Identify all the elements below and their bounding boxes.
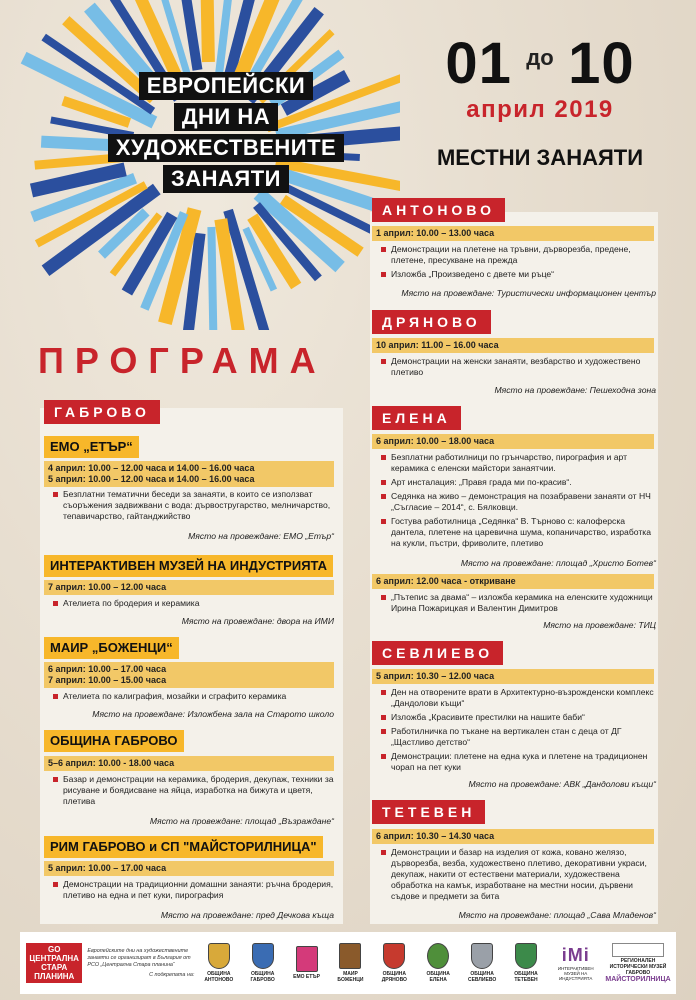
program-title: ПРОГРАМА [38,340,327,381]
sevlievo-list [380,687,656,776]
title-line: ЕВРОПЕЙСКИ [139,72,313,100]
list-item: Демонстрации на плетене на тръвни, дърворезба, предене, плетене, пресукване на прежда [380,244,656,266]
date-line: 6 април: 10.00 – 17.00 часа [48,664,167,674]
rim-label: РЕГИОНАЛЕН ИСТОРИЧЕСКИ МУЗЕЙ ГАБРОВО [609,958,667,976]
etar-list [52,489,334,525]
burst-ray [207,0,208,62]
date-bar [44,461,334,487]
organizer-note: Европейските дни на художествените занаяти се организират в България от РСО „Централна Стара планина“ [87,947,191,968]
date-bar [44,580,334,595]
date-bar [372,669,654,684]
place-sevlievo: Място на провеждане: АВК „Дандолови къщи“ [468,779,656,789]
list-item: Демонстрации на женски занаяти, везбарство и художествено плетиво [380,356,656,378]
list-item: Демонстрации и базар на изделия от кожа, ковано желязо, дърворезба, везба, художествено плетиво, декоративни украси, декупаж, накити от естествени материали, художествена обработка на камък, изработване на местни носии, дървени съдове и предмети за бита [380,847,656,902]
date-line: 5 април: 10.00 – 12.00 часа и 14.00 – 16.00 часа [48,474,255,484]
month-year: април 2019 [466,96,614,123]
partner-logo [463,943,502,983]
central-stara-planina-logo: GO ЦЕНТРАЛНА СТАРА ПЛАНИНА [26,943,82,983]
partner-name: МАИР БОЖЕНЦИ [337,971,364,983]
list-item: „Пътепис за двама“ – изложба керамика на еленските художници Ирина Пожарицкая и Валентин Димитров [380,592,656,614]
date-bar [44,861,334,876]
list-item: Работилничка по тъкане на вертикален стан с деца от ДГ „Щастливо детство“ [380,726,656,748]
crest-icon [208,943,230,969]
city-heading-dryanovo: ДРЯНОВО [372,310,491,334]
city-heading-antonovo: АНТОНОВО [372,198,505,222]
list-item: Демонстрации на традиционни домашни занаяти: ръчна бродерия, плетиво на една и пет куки, пирография [52,879,334,901]
city-heading-teteven: ТЕТЕВЕН [372,800,485,824]
list-item: Ден на отворените врати в Архитектурно-възрожденски комплекс „Дандолови къщи“ [380,687,656,709]
list-item: Безплатни тематични беседи за занаяти, в които се използват съоръжения задвижвани с вода: дървостругарство, мелничарство, тепавичарство, гайтанджийство [52,489,334,522]
partner-name: ЕМО ЕТЪР [293,974,320,980]
partner-name: ОБЩИНА ГАБРОВО [250,971,275,983]
sponsor-footer [20,932,676,994]
list-item: Ателиета по калиграфия, мозайки и сграфито керамика [52,691,334,702]
date-bar [372,338,654,353]
title-line: ЗАНАЯТИ [163,165,289,193]
subtitle: МЕСТНИ ЗАНАЯТИ [436,145,644,170]
date-line: 4 април: 10.00 – 12.00 часа и 14.00 – 16.00 часа [48,463,255,473]
date-bar [372,574,654,589]
crest-icon [252,943,274,969]
date-line: 6 април: 10.30 – 14.30 часа [376,831,495,841]
support-label: С подкрепата на: [149,971,195,978]
partner-logo [199,943,238,983]
partner-logo [243,943,282,983]
list-item: Безплатни работилници по грънчарство, пирография и арт керамика с еленски майстори занаятчии. [380,452,656,474]
crest-icon [427,943,449,969]
place-imi: Място на провеждане: двора на ИМИ [181,616,334,626]
date-line: 7 април: 10.00 – 15.00 часа [48,675,167,685]
date-line: 6 април: 12.00 часа - откриване [376,576,516,586]
partner-name: ОБЩИНА ДРЯНОВО [381,971,407,983]
date-bar [372,829,654,844]
date-line: 5 април: 10.30 – 12.00 часа [376,671,495,681]
venue-etar: ЕМО „ЕТЪР“ [44,436,139,458]
bozhentsi-list [52,691,334,705]
date-line: 5–6 април: 10.00 - 18.00 часа [48,758,175,768]
partner-logo [507,943,546,983]
place-etar: Място на провеждане: ЕМО „Етър“ [188,531,334,541]
place-rim: Място на провеждане: пред Дечкова къща [160,910,334,920]
date-line: 6 април: 10.00 – 18.00 часа [376,436,495,446]
list-item: Седянка на живо – демонстрация на позабравени занаяти от НЧ „Съгласие – 2014“, с. Бялковци. [380,491,656,513]
title-line: ДНИ НА [174,103,278,131]
date-from: 01 [445,31,512,96]
venue-imi: ИНТЕРАКТИВЕН МУЗЕЙ НА ИНДУСТРИЯТА [44,555,333,577]
date-line: 7 април: 10.00 – 12.00 часа [48,582,167,592]
event-title [96,72,356,193]
city-heading-elena: ЕЛЕНА [372,406,461,430]
date-to: 10 [568,31,635,96]
list-item: Базар и демонстрации на керамика, бродерия, декупаж, техники за рисуване и боядисване на яйца, изработка на бижута и цветя, плетива [52,774,334,807]
imi-mark-icon: iMi [561,945,590,965]
list-item: Гостува работилница „Седянка“ В. Търново с: калоферска дантела, плетене на царевична шума, копаничарство, изработка на кукли, пъстри, фриволите, плетиво [380,516,656,549]
museum-building-icon [612,943,664,957]
list-item: Демонстрации: плетене на една кука и плетене на традиционен чорап на пет куки [380,751,656,773]
crest-icon [296,946,318,972]
crest-icon [515,943,537,969]
partner-logo [331,943,370,983]
date-bar [44,662,334,688]
rim-logo [606,943,670,983]
date-bar [372,434,654,449]
elena-list-2 [380,592,656,617]
house-icon [339,943,361,969]
imi-list [52,598,334,612]
place-teteven: Място на провеждане: площад „Сава Младенов“ [458,910,656,920]
city-heading-sevlievo: СЕВЛИЕВО [372,641,503,665]
venue-municipality-gabrovo: ОБЩИНА ГАБРОВО [44,730,184,752]
city-heading-gabrovo: ГАБРОВО [44,400,160,424]
place-elena-2: Място на провеждане: ТИЦ [543,620,656,630]
partner-name: ОБЩИНА ТЕТЕВЕН [514,971,538,983]
maistorilnitsa-label: МАЙСТОРИЛНИЦА [605,976,671,983]
partner-name: ОБЩИНА СЕВЛИЕВО [467,971,497,983]
place-dryanovo: Място на провеждане: Пешеходна зона [494,385,656,395]
antonovo-list [380,244,656,283]
list-item: Изложба „Красивите престилки на нашите баби“ [380,712,656,723]
date-line: 10 април: 11.00 – 16.00 часа [376,340,499,350]
partner-logo [287,946,326,980]
partner-logo [375,943,414,983]
place-municipality: Място на провеждане: площад „Възраждане“ [149,816,334,826]
crest-icon [471,943,493,969]
burst-ray [211,227,213,330]
municipality-list [52,774,334,810]
elena-list [380,452,656,552]
date-bar [372,226,654,241]
dryanovo-list [380,356,656,381]
list-item: Ателиета по бродерия и керамика [52,598,334,609]
date-bar [44,756,334,771]
partner-name: ОБЩИНА ЕЛЕНА [426,971,450,983]
date-connector: до [526,45,554,70]
place-antonovo: Място на провеждане: Туристически информационен център [401,288,656,298]
date-range [420,30,660,97]
list-item: Арт инсталация: „Правя града ми по-красив“. [380,477,656,488]
imi-label: ИНТЕРАКТИВЕН МУЗЕЙ НА ИНДУСТРИЯТА [557,966,594,981]
teteven-list [380,847,656,905]
venue-rim: РИМ ГАБРОВО и СП "МАЙСТОРИЛНИЦА" [44,836,323,858]
list-item: Изложба „Произведено с двете ми ръце“ [380,269,656,280]
partner-name: ОБЩИНА АНТОНОВО [204,971,234,983]
partner-logo [419,943,458,983]
title-line: ХУДОЖЕСТВЕНИТЕ [108,134,344,162]
burst-ray [186,0,198,70]
date-line: 1 април: 10.00 – 13.00 часа [376,228,495,238]
date-line: 5 април: 10.00 – 17.00 часа [48,863,167,873]
imi-logo [550,945,601,981]
crest-icon [383,943,405,969]
place-bozhentsi: Място на провеждане: Изложбена зала на Старото школо [92,709,334,719]
venue-bozhentsi: МАИР „БОЖЕНЦИ“ [44,637,179,659]
rim-list [52,879,334,904]
place-elena: Място на провеждане: площад „Христо Ботев“ [460,558,656,568]
footer-note [87,948,194,979]
